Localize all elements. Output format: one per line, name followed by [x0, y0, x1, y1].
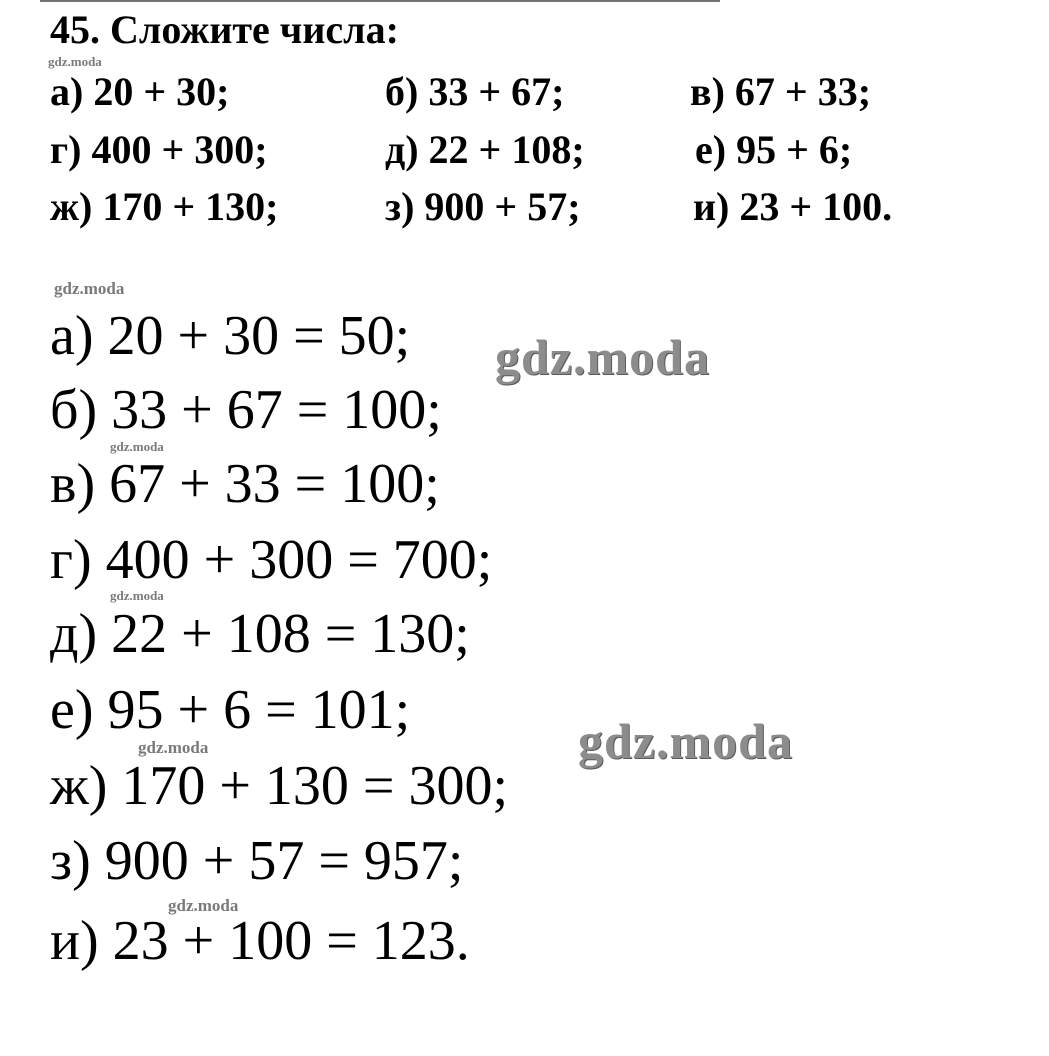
watermark-small: gdz.moda: [168, 896, 239, 915]
task-item: в) 67 + 33;: [690, 69, 872, 114]
answer-line: ж) 170 + 130 = 300;: [50, 755, 509, 817]
answer-line: и) 23 + 100 = 123.: [50, 910, 470, 972]
task-row: [0, 69, 1049, 120]
watermark-small: gdz.moda: [138, 738, 209, 757]
cropped-top-edge: [40, 0, 720, 6]
answer-line: д) 22 + 108 = 130;: [50, 603, 470, 665]
exercise-title: 45. Сложите числа:: [50, 7, 399, 52]
watermark-small: gdz.moda: [110, 588, 164, 603]
watermark-large: gdz.moda: [578, 713, 793, 769]
answer-line: г) 400 + 300 = 700;: [50, 529, 493, 591]
task-item: г) 400 + 300;: [50, 127, 268, 172]
task-item: з) 900 + 57;: [385, 184, 581, 229]
answer-line: б) 33 + 67 = 100;: [50, 379, 442, 441]
task-item: а) 20 + 30;: [50, 69, 230, 114]
task-item: ж) 170 + 130;: [50, 184, 279, 229]
task-item: и) 23 + 100.: [693, 184, 893, 229]
answer-line: в) 67 + 33 = 100;: [50, 453, 440, 515]
watermark-small: gdz.moda: [110, 439, 164, 454]
task-item: е) 95 + 6;: [695, 127, 853, 172]
answer-line: а) 20 + 30 = 50;: [50, 305, 411, 367]
watermark-small: gdz.moda: [54, 279, 125, 298]
task-row: [0, 184, 1049, 235]
watermark-small: gdz.moda: [48, 54, 102, 69]
task-item: б) 33 + 67;: [385, 69, 565, 114]
task-row: [0, 127, 1049, 178]
watermark-large: gdz.moda: [495, 329, 710, 385]
answer-line: з) 900 + 57 = 957;: [50, 830, 464, 892]
answer-line: е) 95 + 6 = 101;: [50, 679, 411, 741]
task-item: д) 22 + 108;: [385, 127, 585, 172]
